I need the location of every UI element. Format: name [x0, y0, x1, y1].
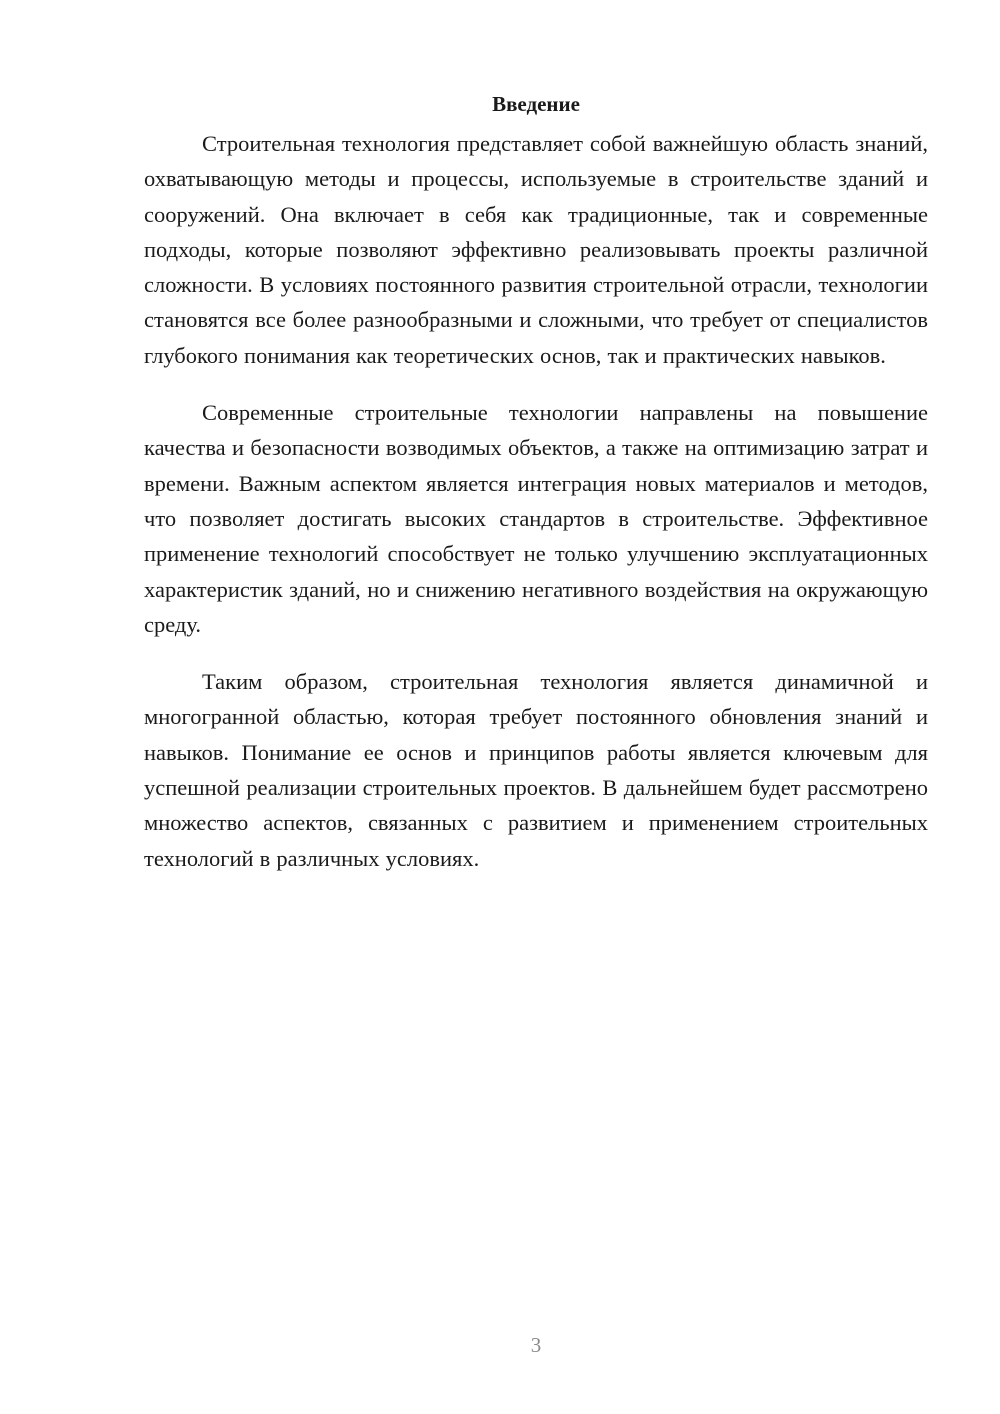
section-title: Введение — [492, 92, 580, 116]
paragraph-3: Таким образом, строительная технология является динамичной и многогранной областью, которая требует постоянного обновления знаний и навыков. Понимание ее основ и принципов работы является ключевым для успешной реализации строительных проектов. В дальнейшем будет рассмотрено множество аспектов, связанных с развитием и применением строительных технологий в различных условиях. — [144, 669, 928, 871]
page-number: 3 — [530, 1333, 542, 1357]
document-page — [144, 90, 928, 898]
paragraph-2: Современные строительные технологии направлены на повышение качества и безопасности возводимых объектов, а также на оптимизацию затрат и времени. Важным аспектом является интеграция новых материалов и методов, что позволяет достигать высоких стандартов в строительстве. Эффективное применение технологий способствует не только улучшению эксплуатационных характеристик зданий, но и снижению негативного воздействия на окружающую среду. — [144, 400, 928, 637]
paragraph-1: Строительная технология представляет собой важнейшую область знаний, охватывающую методы и процессы, используемые в строительстве зданий и сооружений. Она включает в себя как традиционные, так и современные подходы, которые позволяют эффективно реализовывать проекты различной сложности. В условиях постоянного развития строительной отрасли, технологии становятся все более разнообразными и сложными, что требует от специалистов глубокого понимания как теоретических основ, так и практических навыков. — [144, 131, 928, 368]
